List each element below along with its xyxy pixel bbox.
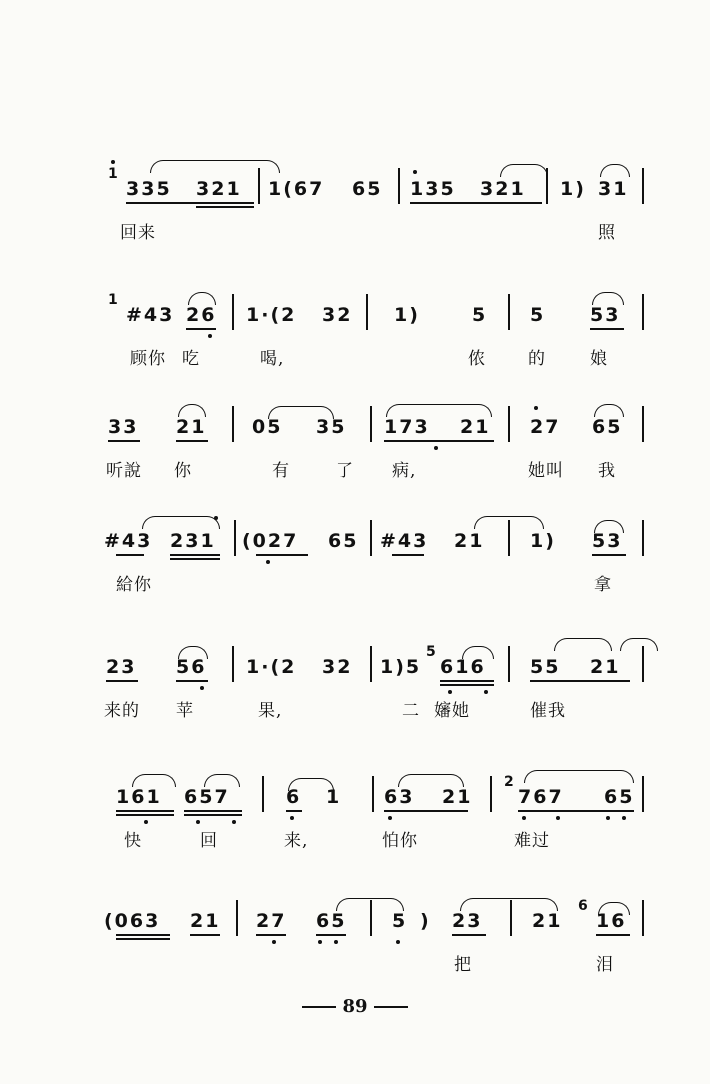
note-group: 1) bbox=[530, 530, 556, 552]
note-group: 65 bbox=[592, 416, 623, 438]
bar-line bbox=[642, 294, 644, 330]
note-group: 321 bbox=[196, 178, 242, 200]
note-group: 1) bbox=[394, 304, 420, 326]
slur bbox=[150, 160, 280, 173]
beam-underline bbox=[116, 934, 170, 936]
note-group: 21 bbox=[442, 786, 473, 808]
note-group: 65 bbox=[328, 530, 359, 552]
note-group: 335 bbox=[126, 178, 172, 200]
bar-line bbox=[490, 776, 492, 812]
note-group: 21 bbox=[460, 416, 491, 438]
bar-line bbox=[366, 294, 368, 330]
lyric-text: 有 bbox=[272, 461, 290, 481]
grace-note: 2 bbox=[504, 774, 514, 790]
note-group: 1·(2 bbox=[246, 656, 297, 678]
octave-dot bbox=[606, 816, 610, 820]
note-group: 767 bbox=[518, 786, 564, 808]
slur bbox=[592, 292, 624, 305]
slur bbox=[268, 406, 334, 419]
lyrics-line bbox=[0, 218, 710, 248]
note-group: 657 bbox=[184, 786, 230, 808]
beam-underline bbox=[170, 558, 220, 560]
note-group: 55 bbox=[530, 656, 561, 678]
octave-dot bbox=[556, 816, 560, 820]
slur bbox=[594, 520, 624, 533]
note-group: 1) bbox=[560, 178, 586, 200]
lyric-text: 回来 bbox=[120, 223, 156, 243]
beam-underline bbox=[410, 202, 542, 204]
slur bbox=[398, 774, 464, 787]
beam-underline bbox=[256, 934, 286, 936]
lyric-text: 了 bbox=[336, 461, 354, 481]
note-group: 53 bbox=[592, 530, 623, 552]
note-group: 21 bbox=[454, 530, 485, 552]
note-group: 5 bbox=[530, 304, 546, 326]
beam-underline bbox=[196, 206, 254, 208]
note-group: (027 bbox=[242, 530, 299, 552]
score-system-4 bbox=[0, 512, 710, 612]
beam-underline bbox=[392, 554, 424, 556]
note-group: 321 bbox=[480, 178, 526, 200]
bar-line bbox=[232, 646, 234, 682]
beam-underline bbox=[186, 328, 216, 330]
bar-line bbox=[262, 776, 264, 812]
bar-line bbox=[258, 168, 260, 204]
note-group: 32 bbox=[322, 656, 353, 678]
bar-line bbox=[370, 646, 372, 682]
notation-line bbox=[0, 768, 710, 808]
bar-line bbox=[642, 900, 644, 936]
octave-dot bbox=[396, 940, 400, 944]
score-system-5 bbox=[0, 638, 710, 738]
score-system-2 bbox=[0, 286, 710, 386]
beam-underline bbox=[116, 938, 170, 940]
beam-underline bbox=[518, 810, 634, 812]
octave-dot bbox=[290, 816, 294, 820]
lyric-text: 拿 bbox=[594, 575, 612, 595]
bar-line bbox=[372, 776, 374, 812]
notation-line bbox=[0, 892, 710, 932]
note-group: #43 bbox=[126, 304, 175, 326]
note-group: 16 bbox=[596, 910, 627, 932]
note-group: 21 bbox=[176, 416, 207, 438]
slur bbox=[288, 778, 334, 791]
lyric-text: 顾你 bbox=[130, 349, 166, 369]
slur bbox=[598, 902, 630, 915]
note-group: 135 bbox=[410, 178, 456, 200]
note-group: 1 bbox=[326, 786, 342, 808]
bar-line bbox=[508, 294, 510, 330]
note-group: 65 bbox=[316, 910, 347, 932]
octave-dot bbox=[413, 170, 417, 174]
note-group: 1)5 bbox=[380, 656, 422, 678]
lyrics-line bbox=[0, 344, 710, 374]
lyric-text: 二 bbox=[402, 701, 420, 721]
beam-underline bbox=[592, 554, 626, 556]
octave-dot bbox=[318, 940, 322, 944]
notation-line bbox=[0, 512, 710, 552]
octave-dot bbox=[484, 690, 488, 694]
note-group: 65 bbox=[352, 178, 383, 200]
slur bbox=[594, 404, 624, 417]
bar-line bbox=[642, 168, 644, 204]
beam-underline bbox=[184, 810, 242, 812]
lyric-text: 把 bbox=[454, 955, 472, 975]
slur bbox=[204, 774, 240, 787]
note-group: 5 bbox=[472, 304, 488, 326]
note-group: 65 bbox=[604, 786, 635, 808]
octave-dot bbox=[208, 334, 212, 338]
note-group: 53 bbox=[590, 304, 621, 326]
lyric-text: 快 bbox=[124, 831, 142, 851]
beam-underline bbox=[530, 680, 630, 682]
slur bbox=[474, 516, 544, 529]
lyric-text: 侬 bbox=[468, 349, 486, 369]
lyric-text: 苹 bbox=[176, 701, 194, 721]
lyric-text: 听說 bbox=[106, 461, 142, 481]
bar-line bbox=[370, 520, 372, 556]
octave-dot bbox=[434, 446, 438, 450]
note-group: 21 bbox=[590, 656, 621, 678]
notation-line bbox=[0, 638, 710, 678]
bar-line bbox=[642, 520, 644, 556]
octave-dot bbox=[266, 560, 270, 564]
notation-line bbox=[0, 398, 710, 438]
bar-line bbox=[370, 406, 372, 442]
slur bbox=[462, 646, 494, 659]
lyrics-line bbox=[0, 826, 710, 856]
page-number bbox=[0, 996, 710, 1017]
octave-dot bbox=[144, 820, 148, 824]
lyrics-line bbox=[0, 456, 710, 486]
bar-line bbox=[398, 168, 400, 204]
note-group: 23 bbox=[106, 656, 137, 678]
lyrics-line bbox=[0, 950, 710, 980]
score-system-1 bbox=[0, 160, 710, 260]
lyric-text: 难过 bbox=[514, 831, 550, 851]
note-group: 31 bbox=[598, 178, 629, 200]
bar-line bbox=[642, 776, 644, 812]
beam-underline bbox=[176, 440, 208, 442]
slur bbox=[554, 638, 612, 651]
beam-underline bbox=[126, 202, 254, 204]
note-group: 56 bbox=[176, 656, 207, 678]
note-group: 21 bbox=[190, 910, 221, 932]
lyric-text: 回 bbox=[200, 831, 218, 851]
lyric-text: 她叫 bbox=[528, 461, 564, 481]
lyric-text: 嬸她 bbox=[434, 701, 470, 721]
slur bbox=[188, 292, 216, 305]
beam-underline bbox=[176, 680, 208, 682]
octave-dot bbox=[448, 690, 452, 694]
lyric-text: 病, bbox=[392, 461, 417, 481]
note-group: 616 bbox=[440, 656, 486, 678]
grace-note: 5 bbox=[426, 644, 436, 660]
lyric-text: 給你 bbox=[116, 575, 152, 595]
lyric-text: 我 bbox=[598, 461, 616, 481]
note-group: 1·(2 bbox=[246, 304, 297, 326]
lyric-text: 喝, bbox=[260, 349, 285, 369]
octave-dot bbox=[232, 820, 236, 824]
note-group: 33 bbox=[108, 416, 139, 438]
lyric-text: 吃 bbox=[182, 349, 200, 369]
beam-underline bbox=[384, 440, 494, 442]
lyric-text: 你 bbox=[174, 461, 192, 481]
note-group: ) bbox=[420, 910, 431, 932]
note-group: 161 bbox=[116, 786, 162, 808]
octave-dot bbox=[522, 816, 526, 820]
note-group: #43 bbox=[104, 530, 153, 552]
octave-dot bbox=[534, 406, 538, 410]
beam-underline bbox=[590, 328, 624, 330]
lyrics-line bbox=[0, 696, 710, 726]
score-system-6 bbox=[0, 768, 710, 868]
bar-line bbox=[234, 520, 236, 556]
lyric-text: 果, bbox=[258, 701, 283, 721]
beam-underline bbox=[286, 810, 302, 812]
score-system-7 bbox=[0, 892, 710, 992]
octave-dot bbox=[200, 686, 204, 690]
bar-line bbox=[232, 406, 234, 442]
slur bbox=[524, 770, 634, 783]
octave-dot bbox=[272, 940, 276, 944]
note-group: 6 bbox=[286, 786, 302, 808]
bar-line bbox=[232, 294, 234, 330]
slur bbox=[132, 774, 176, 787]
slur bbox=[620, 638, 658, 651]
bar-line bbox=[642, 406, 644, 442]
dash-left bbox=[302, 1006, 336, 1008]
beam-underline bbox=[190, 934, 220, 936]
grace-note: 1 bbox=[108, 292, 118, 308]
slur bbox=[142, 516, 220, 529]
lyric-text: 来的 bbox=[104, 701, 140, 721]
note-group: 1(67 bbox=[268, 178, 325, 200]
beam-underline bbox=[184, 814, 242, 816]
lyric-text: 的 bbox=[528, 349, 546, 369]
note-group: 21 bbox=[532, 910, 563, 932]
note-group: 173 bbox=[384, 416, 430, 438]
note-group: 231 bbox=[170, 530, 216, 552]
page-number-text: 89 bbox=[342, 996, 368, 1017]
note-group: 32 bbox=[322, 304, 353, 326]
beam-underline bbox=[452, 934, 486, 936]
slur bbox=[336, 898, 404, 911]
bar-line bbox=[236, 900, 238, 936]
octave-dot bbox=[334, 940, 338, 944]
beam-underline bbox=[116, 554, 144, 556]
beam-underline bbox=[316, 934, 346, 936]
bar-line bbox=[508, 646, 510, 682]
grace-note: 1 bbox=[108, 166, 118, 182]
score-system-3 bbox=[0, 398, 710, 498]
beam-underline bbox=[596, 934, 630, 936]
note-group: 27 bbox=[530, 416, 561, 438]
bar-line bbox=[642, 646, 644, 682]
lyric-text: 催我 bbox=[530, 701, 566, 721]
note-group: 05 bbox=[252, 416, 283, 438]
slur bbox=[600, 164, 630, 177]
lyric-text: 照 bbox=[598, 223, 616, 243]
dash-right bbox=[374, 1006, 408, 1008]
slur bbox=[178, 646, 208, 659]
bar-line bbox=[508, 406, 510, 442]
lyric-text: 怕你 bbox=[382, 831, 418, 851]
slur bbox=[386, 404, 492, 417]
note-group: 5 bbox=[392, 910, 408, 932]
slur bbox=[500, 164, 548, 177]
note-group: (063 bbox=[104, 910, 161, 932]
lyric-text: 泪 bbox=[596, 955, 614, 975]
beam-underline bbox=[116, 814, 174, 816]
note-group: 23 bbox=[452, 910, 483, 932]
lyric-text: 娘 bbox=[590, 349, 608, 369]
note-group: 63 bbox=[384, 786, 415, 808]
beam-underline bbox=[116, 810, 174, 812]
notation-line bbox=[0, 160, 710, 200]
beam-underline bbox=[440, 684, 494, 686]
beam-underline bbox=[108, 440, 140, 442]
octave-dot bbox=[622, 816, 626, 820]
note-group: 26 bbox=[186, 304, 217, 326]
beam-underline bbox=[384, 810, 468, 812]
beam-underline bbox=[106, 680, 138, 682]
octave-dot bbox=[196, 820, 200, 824]
beam-underline bbox=[256, 554, 308, 556]
octave-dot bbox=[388, 816, 392, 820]
note-group: 35 bbox=[316, 416, 347, 438]
beam-underline bbox=[440, 680, 494, 682]
octave-dot bbox=[111, 160, 115, 164]
slur bbox=[460, 898, 558, 911]
notation-line bbox=[0, 286, 710, 326]
grace-note: 6 bbox=[578, 898, 588, 914]
slur bbox=[178, 404, 206, 417]
beam-underline bbox=[170, 554, 220, 556]
lyric-text: 来, bbox=[284, 831, 309, 851]
note-group: #43 bbox=[380, 530, 429, 552]
note-group: 27 bbox=[256, 910, 287, 932]
lyrics-line bbox=[0, 570, 710, 600]
